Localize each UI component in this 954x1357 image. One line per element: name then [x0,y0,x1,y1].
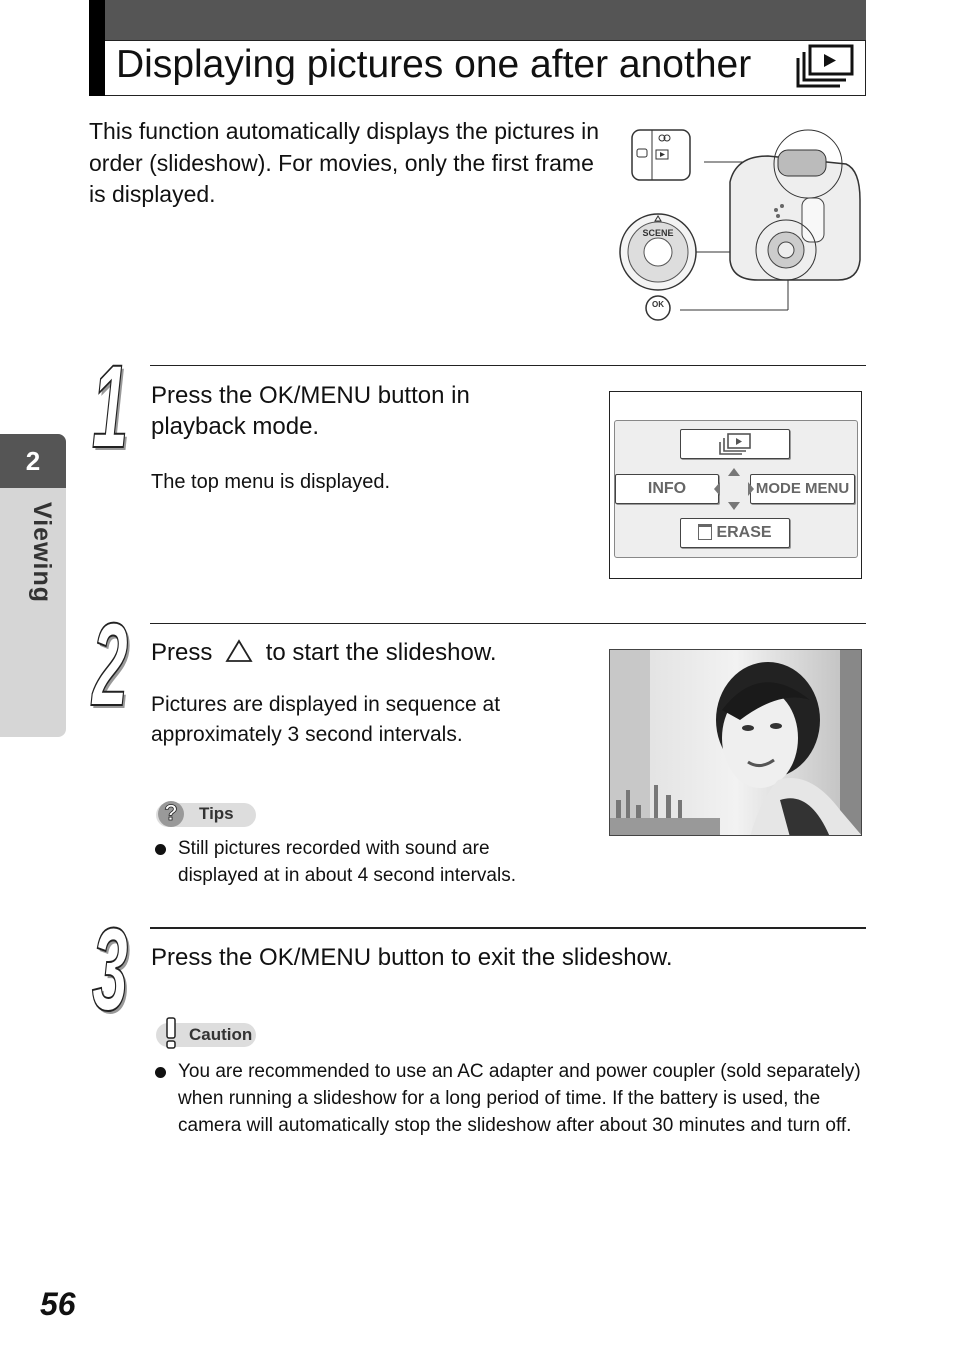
step1-body: The top menu is displayed. [151,471,391,493]
info-menu-item[interactable]: INFO [615,474,719,504]
top-menu-screen [609,391,862,579]
tips-bullet [155,844,166,855]
step2-heading-pre: Press [151,639,213,666]
up-arrow-icon [225,639,253,663]
slideshow-icon [796,44,856,88]
tips-item: Still pictures recorded with sound are displayed at in about 4 second intervals. [178,838,516,886]
camera-illustration [618,120,868,330]
caution-bullet [155,1067,166,1078]
svg-text:?: ? [164,800,178,825]
slideshow-icon [718,433,752,455]
step2-rule [150,623,866,624]
page-number: 56 [40,1286,76,1322]
step2-number: 2 [92,599,129,731]
tips-question-icon [156,796,186,828]
tips-label: Tips [199,804,234,823]
step2-body: Pictures are displayed in sequence at approximately 3 second intervals. [151,693,501,746]
mode-menu-item[interactable]: MODE MENU [750,474,855,504]
arrow-pad-icon [714,468,754,510]
chapter-label: Viewing [28,502,56,604]
header-accent [89,0,105,96]
step1-heading: Press the OK/MENU button in playback mode. [151,382,470,440]
erase-label: ERASE [716,524,772,541]
header-bar [89,0,866,40]
step1-rule [150,365,866,366]
erase-menu-item[interactable] [680,518,790,548]
slideshow-photo [609,649,862,836]
step3-rule [150,927,866,929]
caution-exclamation-icon [160,1017,182,1049]
step1-number: 1 [92,341,129,473]
chapter-number: 2 [0,434,66,488]
step3-heading: Press the OK/MENU button to exit the slideshow. [151,944,673,971]
page-title: Displaying pictures one after another [116,43,752,86]
step2-heading-post: to start the slideshow. [265,639,497,666]
trash-icon [698,524,712,540]
intro-text: This function automatically displays the pictures in order (slideshow). For movies, only the first frame is displayed. [89,118,600,207]
caution-label: Caution [189,1025,253,1044]
step3-number: 3 [92,904,129,1036]
caution-item: You are recommended to use an AC adapter and power coupler (sold separately) when running a slideshow for a long period of time. If the battery is used, the camera will automatically stop the slideshow after about 30 minutes and turn off. [178,1061,861,1136]
step2-heading [151,637,497,668]
ok-label: OK [652,300,664,309]
scene-label: SCENE [642,228,674,238]
slideshow-menu-item[interactable] [680,429,790,459]
